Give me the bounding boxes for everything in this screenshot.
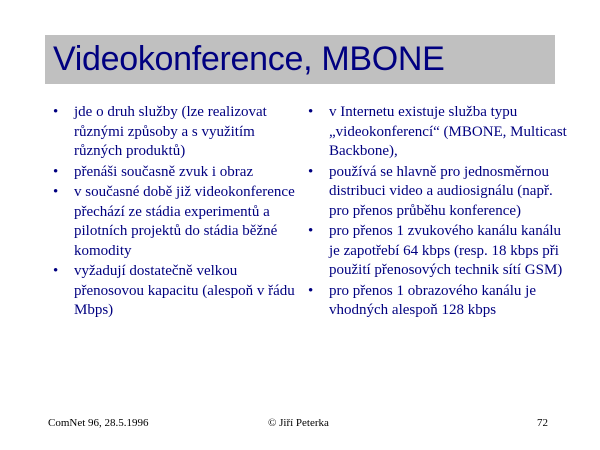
list-item xyxy=(52,262,297,321)
page-title: Videokonference, MBONE xyxy=(53,40,445,78)
bullet-icon: • xyxy=(53,263,59,279)
list-item-text: jde o druh služby (lze realizovat různými způsoby a s využitím různých produktů) xyxy=(74,104,267,159)
footer-date: ComNet 96, 28.5.1996 xyxy=(48,417,149,429)
list-item xyxy=(52,103,297,162)
list-item-text: přenáši současně zvuk i obraz xyxy=(74,163,254,180)
bullet-icon: • xyxy=(53,104,59,120)
list-item-text: vyžadují dostatečně velkou přenosovou kapacitu (alespoň v řádu Mbps) xyxy=(74,263,295,318)
bullet-icon: • xyxy=(53,184,59,200)
bullet-icon: • xyxy=(53,163,59,180)
list-item-text: pro přenos 1 zvukového kanálu kanálu je zapotřebí 64 kbps (resp. 18 kbps při použití přenosových technik sítí GSM) xyxy=(329,223,563,278)
bullet-icon: • xyxy=(308,163,314,180)
list-item-text: pro přenos 1 obrazového kanálu je vhodných alespoň 128 kbps xyxy=(329,282,537,318)
list-item xyxy=(307,222,567,281)
list-item xyxy=(307,163,567,222)
list-item-text: používá se hlavně pro jednosměrnou distribuci video a audiosignálu (např. pro přenos průběhu konference) xyxy=(329,163,553,219)
bullet-icon: • xyxy=(308,223,314,239)
list-item-text: v současné době již videokonference přechází ze stádia experimentů a pilotních projektů do stádia běžné komodity xyxy=(74,184,295,259)
title-bar xyxy=(45,35,555,84)
bullet-icon: • xyxy=(308,282,314,299)
footer-author: © Jiří Peterka xyxy=(268,417,329,429)
list-item xyxy=(52,183,297,261)
list-item xyxy=(52,163,297,183)
list-item xyxy=(307,103,567,162)
list-item-text: v Internetu existuje služba typu „videokonferencí“ (MBONE, Multicast Backbone), xyxy=(329,104,567,159)
right-bullet-list xyxy=(307,103,567,322)
footer-page-number: 72 xyxy=(537,417,548,429)
left-bullet-list xyxy=(52,103,297,322)
bullet-icon: • xyxy=(308,104,314,120)
list-item xyxy=(307,282,567,321)
